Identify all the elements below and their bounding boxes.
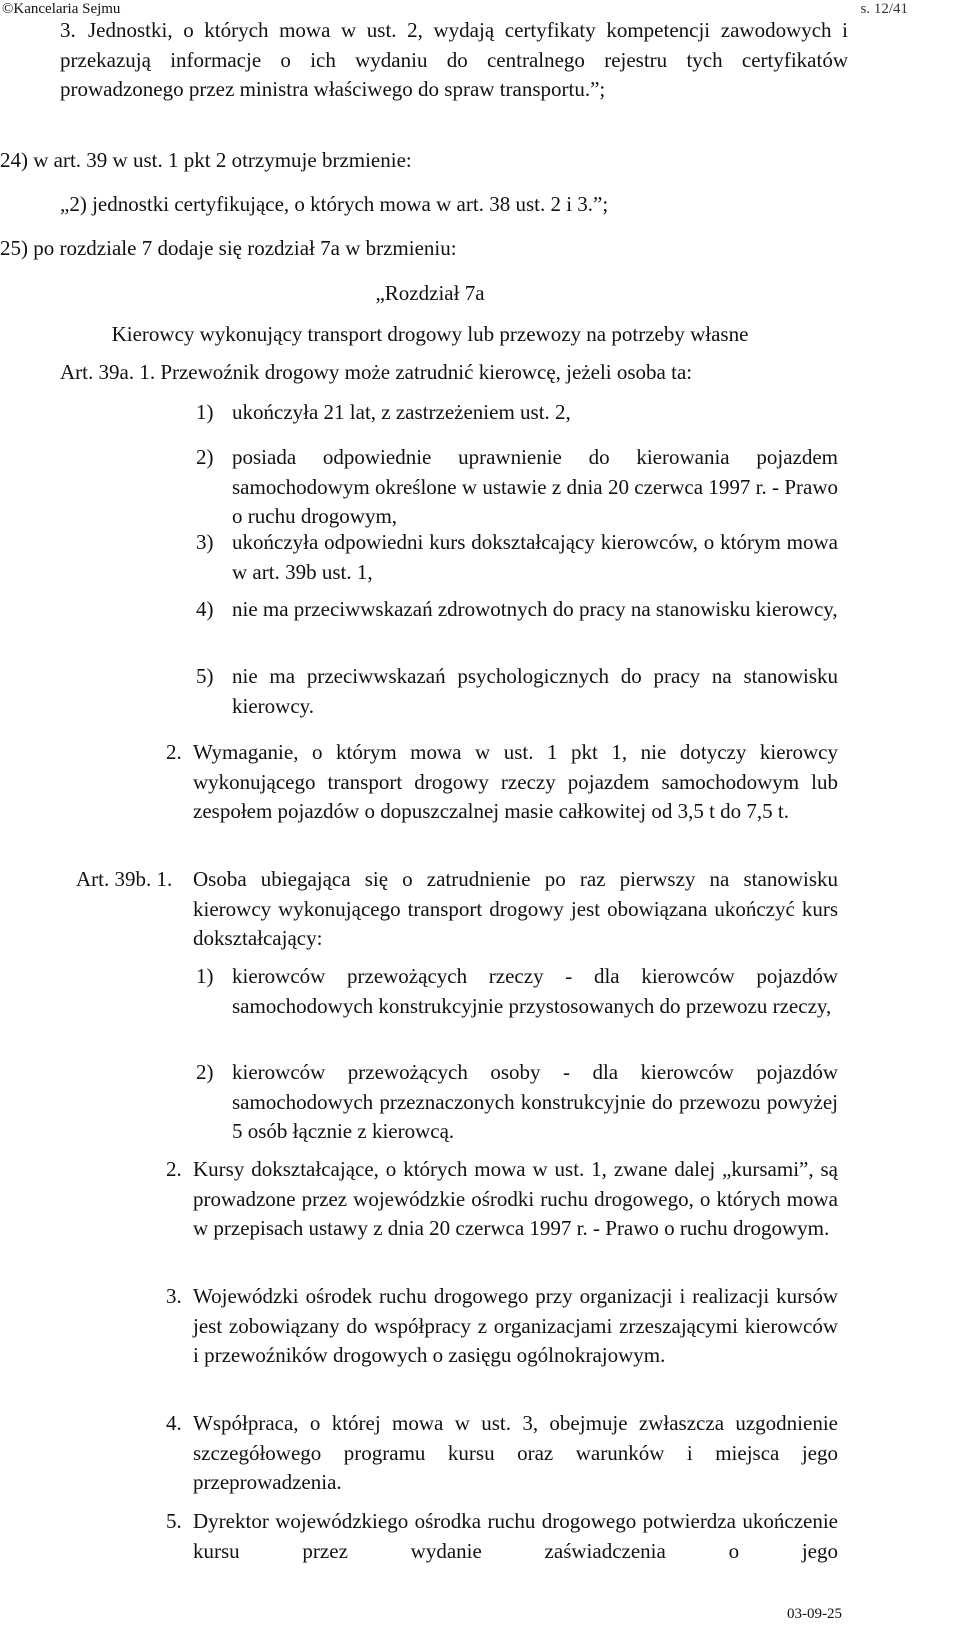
list-item (196, 1058, 838, 1147)
paragraph-3 (60, 16, 848, 105)
item-number: 2) (196, 1060, 214, 1084)
chapter-heading: „Rozdział 7a (375, 281, 485, 305)
article-39b-par-1 (76, 865, 838, 954)
item-number: 5) (196, 664, 214, 688)
list-item (196, 595, 838, 625)
article-39b-par-5 (166, 1507, 838, 1566)
item-number: 4) (196, 597, 214, 621)
paragraph-text: Wojewódzki ośrodek ruchu drogowego przy organizacji i realizacji kursów jest zobowiązany do współpracy z organizacjami zrzeszającymi kierowców i przewoźników drogowych o zasięgu ogólnokrajowym. (193, 1284, 838, 1367)
item-text: nie ma przeciwwskazań zdrowotnych do pracy na stanowisku kierowcy, (232, 597, 838, 621)
article-39a-par-2 (166, 738, 838, 827)
paragraph-number: 5. (166, 1509, 182, 1533)
list-item (196, 662, 838, 721)
list-item (196, 962, 838, 1021)
item-number: 1) (196, 400, 214, 424)
item-number: 1) (196, 964, 214, 988)
list-item (196, 528, 838, 587)
item-text: ukończyła odpowiedni kurs dokształcający kierowców, o którym mowa w art. 39b ust. 1, (232, 530, 838, 584)
paragraph-number: 2. (166, 740, 182, 764)
article-39b-par-3 (166, 1282, 838, 1371)
item-text: kierowców przewożących osoby - dla kierowców pojazdów samochodowych przeznaczonych konstrukcyjnie do przewozu powyżej 5 osób łącznie z kierowcą. (232, 1060, 838, 1143)
item-text: posiada odpowiednie uprawnienie do kierowania pojazdem samochodowym określone w ustawie z dnia 20 czerwca 1997 r. - Prawo o ruchu drogowym, (232, 445, 838, 528)
header-page-number: s. 12/41 (860, 1, 908, 17)
list-item (196, 443, 838, 532)
article-39b-par-2 (166, 1155, 838, 1244)
paragraph-number: 3. (166, 1284, 182, 1308)
article-39a-par-1: Art. 39a. 1. Przewoźnik drogowy może zatrudnić kierowcę, jeżeli osoba ta: (60, 360, 693, 384)
item-number: 2) (196, 445, 214, 469)
paragraph-number: 2. (166, 1157, 182, 1181)
paragraph-text: Kursy dokształcające, o których mowa w ust. 1, zwane dalej „kursami”, są prowadzone przez wojewódzkie ośrodki ruchu drogowego, o których mowa w przepisach ustawy z dnia 20 czerwca 1997 r. - Prawo o ruchu drogowym. (193, 1157, 838, 1240)
point-24-quote: „2) jednostki certyfikujące, o których mowa w art. 38 ust. 2 i 3.”; (60, 192, 609, 216)
paragraph-text: Dyrektor wojewódzkiego ośrodka ruchu drogowego potwierdza ukończenie kursu przez wydanie zaświadczenia o jego (193, 1509, 838, 1563)
paragraph-text: Współpraca, o której mowa w ust. 3, obejmuje zwłaszcza uzgodnienie szczegółowego programu kursu oraz warunków i miejsca jego przeprowadzenia. (193, 1411, 838, 1494)
item-text: nie ma przeciwwskazań psychologicznych do pracy na stanowisku kierowcy. (232, 664, 838, 718)
item-text: kierowców przewożących rzeczy - dla kierowców pojazdów samochodowych konstrukcyjnie przystosowanych do przewozu rzeczy, (232, 964, 838, 1018)
paragraph-number: Art. 39b. 1. (76, 867, 173, 891)
chapter-title: Kierowcy wykonujący transport drogowy lub przewozy na potrzeby własne (111, 322, 749, 346)
point-25: 25) po rozdziale 7 dodaje się rozdział 7a w brzmieniu: (0, 236, 457, 260)
item-text: ukończyła 21 lat, z zastrzeżeniem ust. 2, (232, 400, 571, 424)
paragraph-text: Wymaganie, o którym mowa w ust. 1 pkt 1, nie dotyczy kierowcy wykonującego transport drogowy rzeczy pojazdem samochodowym lub zespołem pojazdów o dopuszczalnej masie całkowitej od 3,5 t do 7,5 t. (193, 740, 838, 823)
list-item (196, 398, 838, 428)
article-39b-par-4 (166, 1409, 838, 1498)
paragraph-text: Osoba ubiegająca się o zatrudnienie po raz pierwszy na stanowisku kierowcy wykonującego transport drogowy jest obowiązana ukończyć kurs dokształcający: (193, 867, 838, 950)
point-24: 24) w art. 39 w ust. 1 pkt 2 otrzymuje brzmienie: (0, 148, 412, 172)
footer-date: 03-09-25 (787, 1606, 842, 1622)
paragraph-number: 3. (60, 18, 76, 42)
paragraph-number: 4. (166, 1411, 182, 1435)
paragraph-text: Jednostki, o których mowa w ust. 2, wydają certyfikaty kompetencji zawodowych i przekazują informacje o ich wydaniu do centralnego rejestru tych certyfikatów prowadzonego przez ministra właściwego do spraw transportu.”; (60, 18, 848, 101)
header-source: ©Kancelaria Sejmu (2, 1, 121, 17)
item-number: 3) (196, 530, 214, 554)
